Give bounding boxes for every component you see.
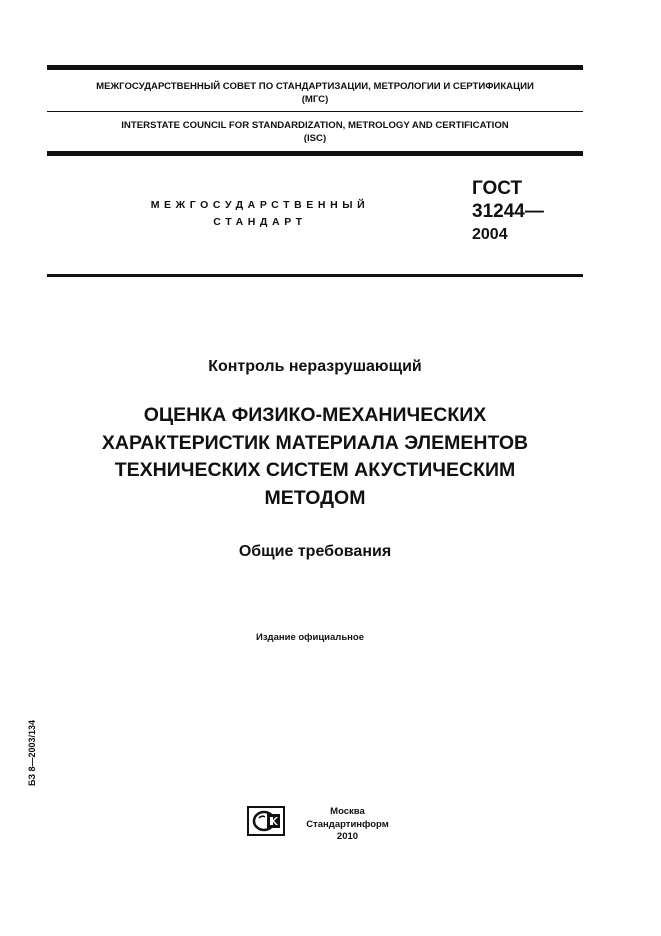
header-bottom-rule [47,274,583,277]
gost-year: 2004 [472,226,508,243]
publisher-info [300,806,395,844]
standard-type-line1: МЕЖГОСУДАРСТВЕННЫЙ [150,199,370,211]
council-name-ru [47,80,583,106]
standard-type-line2: СТАНДАРТ [213,216,307,228]
standard-type [130,197,390,231]
council-name-en [47,119,583,145]
council-bottom-rule [47,151,583,156]
standartinform-logo-icon [247,806,285,836]
council-en-abbr: (ISC) [303,133,327,144]
publisher-name: Стандартинформ [306,818,389,830]
main-title-line: ОЦЕНКА ФИЗИКО-МЕХАНИЧЕСКИХ [143,404,487,426]
main-title-line: МЕТОДОМ [264,486,366,509]
gost-designation [472,178,544,246]
edition-note: Издание официальное [256,632,364,643]
council-ru-line: МЕЖГОСУДАРСТВЕННЫЙ СОВЕТ ПО СТАНДАРТИЗАЦИИ, МЕТРОЛОГИИ И СЕРТИФИКАЦИИ [96,81,534,92]
top-rule [47,65,583,70]
main-title-line: ХАРАКТЕРИСТИК МАТЕРИАЛА ЭЛЕМЕНТОВ [101,431,529,454]
council-en-line: INTERSTATE COUNCIL FOR STANDARDIZATION, METROLOGY AND CERTIFICATION [121,120,509,131]
gost-number: 31244— [472,201,544,222]
publisher-city: Москва [330,806,365,817]
publisher-year: 2010 [336,831,359,842]
main-title-line: ТЕХНИЧЕСКИХ СИСТЕМ АКУСТИЧЕСКИМ [114,459,516,481]
subtitle: Общие требования [238,543,392,560]
standartinform-logo-graphic [249,808,283,834]
council-divider [47,111,583,112]
subject-heading: Контроль неразрушающий [208,358,422,375]
main-title [30,402,600,512]
gost-label: ГОСТ [472,178,523,199]
side-code: БЗ 8—2003/134 [27,719,37,787]
council-ru-abbr: (МГС) [301,94,329,105]
